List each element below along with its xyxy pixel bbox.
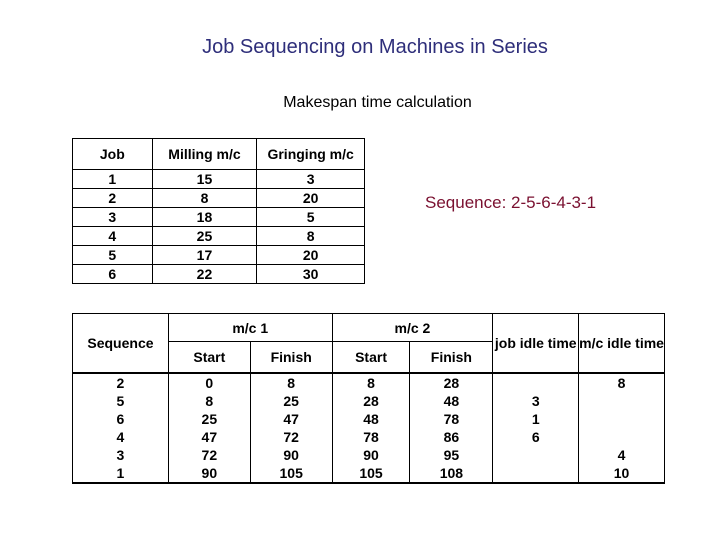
table-cell: 3 — [493, 392, 579, 410]
table-cell — [493, 446, 579, 464]
table-cell: 8 — [250, 373, 332, 392]
table-cell: 6 — [493, 428, 579, 446]
table-cell: 22 — [152, 265, 257, 284]
table-cell: 1 — [73, 170, 153, 189]
table-cell: 4 — [73, 428, 169, 446]
table-cell: 48 — [332, 410, 410, 428]
table-cell: 95 — [410, 446, 493, 464]
table-cell: 17 — [152, 246, 257, 265]
table-cell: 8 — [152, 189, 257, 208]
table-cell: 90 — [168, 464, 250, 483]
job-header: Job — [73, 139, 153, 170]
table-cell: 108 — [410, 464, 493, 483]
table-cell: 28 — [410, 373, 493, 392]
table-row — [73, 246, 365, 265]
mc2-finish-header: Finish — [410, 342, 493, 374]
table-cell: 20 — [257, 189, 365, 208]
table-cell: 72 — [168, 446, 250, 464]
mc-idle-header: m/c idle time — [579, 314, 665, 374]
table-cell — [579, 410, 665, 428]
table-cell: 8 — [168, 392, 250, 410]
table-cell: 90 — [332, 446, 410, 464]
jobs-table — [72, 138, 365, 284]
table-cell: 105 — [332, 464, 410, 483]
page-title: Job Sequencing on Machines in Series — [202, 36, 548, 58]
table-cell: 18 — [152, 208, 257, 227]
table-cell: 47 — [168, 428, 250, 446]
table-cell: 3 — [73, 208, 153, 227]
table-cell: 72 — [250, 428, 332, 446]
job-idle-header: job idle time — [493, 314, 579, 374]
table-row — [73, 170, 365, 189]
table-cell: 25 — [250, 392, 332, 410]
table-row — [73, 373, 665, 392]
table-row — [73, 208, 365, 227]
table-row — [73, 227, 365, 246]
table-cell: 8 — [579, 373, 665, 392]
table-cell — [579, 428, 665, 446]
table-cell: 10 — [579, 464, 665, 483]
table-cell: 78 — [410, 410, 493, 428]
table-row — [73, 446, 665, 464]
table-row — [73, 410, 665, 428]
table-row — [73, 464, 665, 483]
mc1-start-header: Start — [168, 342, 250, 374]
table-cell: 86 — [410, 428, 493, 446]
schedule-table-body — [73, 373, 665, 483]
table-cell: 5 — [73, 246, 153, 265]
milling-header: Milling m/c — [152, 139, 257, 170]
table-cell: 47 — [250, 410, 332, 428]
table-cell: 8 — [257, 227, 365, 246]
table-cell: 105 — [250, 464, 332, 483]
mc1-header: m/c 1 — [168, 314, 332, 342]
sequence-header: Sequence — [73, 314, 169, 374]
mc2-header: m/c 2 — [332, 314, 493, 342]
table-cell: 4 — [73, 227, 153, 246]
table-cell: 28 — [332, 392, 410, 410]
table-cell: 15 — [152, 170, 257, 189]
table-cell: 5 — [73, 392, 169, 410]
schedule-table — [72, 313, 665, 484]
table-cell: 5 — [257, 208, 365, 227]
table-row — [73, 265, 365, 284]
sequence-note: Sequence: 2-5-6-4-3-1 — [425, 193, 597, 212]
table-cell — [579, 392, 665, 410]
table-cell: 4 — [579, 446, 665, 464]
jobs-table-body — [73, 170, 365, 284]
table-cell: 25 — [152, 227, 257, 246]
table-cell: 3 — [73, 446, 169, 464]
mc1-finish-header: Finish — [250, 342, 332, 374]
table-cell: 48 — [410, 392, 493, 410]
table-cell: 90 — [250, 446, 332, 464]
table-cell: 3 — [257, 170, 365, 189]
table-cell: 2 — [73, 373, 169, 392]
table-row — [73, 189, 365, 208]
table-cell: 6 — [73, 410, 169, 428]
table-cell: 8 — [332, 373, 410, 392]
table-cell: 1 — [73, 464, 169, 483]
table-cell: 25 — [168, 410, 250, 428]
table-cell — [493, 373, 579, 392]
table-row — [73, 392, 665, 410]
table-cell: 2 — [73, 189, 153, 208]
table-row — [73, 428, 665, 446]
table-cell: 20 — [257, 246, 365, 265]
table-cell: 30 — [257, 265, 365, 284]
table-cell: 78 — [332, 428, 410, 446]
table-cell: 1 — [493, 410, 579, 428]
mc2-start-header: Start — [332, 342, 410, 374]
table-cell: 0 — [168, 373, 250, 392]
table-cell — [493, 464, 579, 483]
table-cell: 6 — [73, 265, 153, 284]
page-subtitle: Makespan time calculation — [283, 94, 472, 111]
grinding-header: Gringing m/c — [257, 139, 365, 170]
